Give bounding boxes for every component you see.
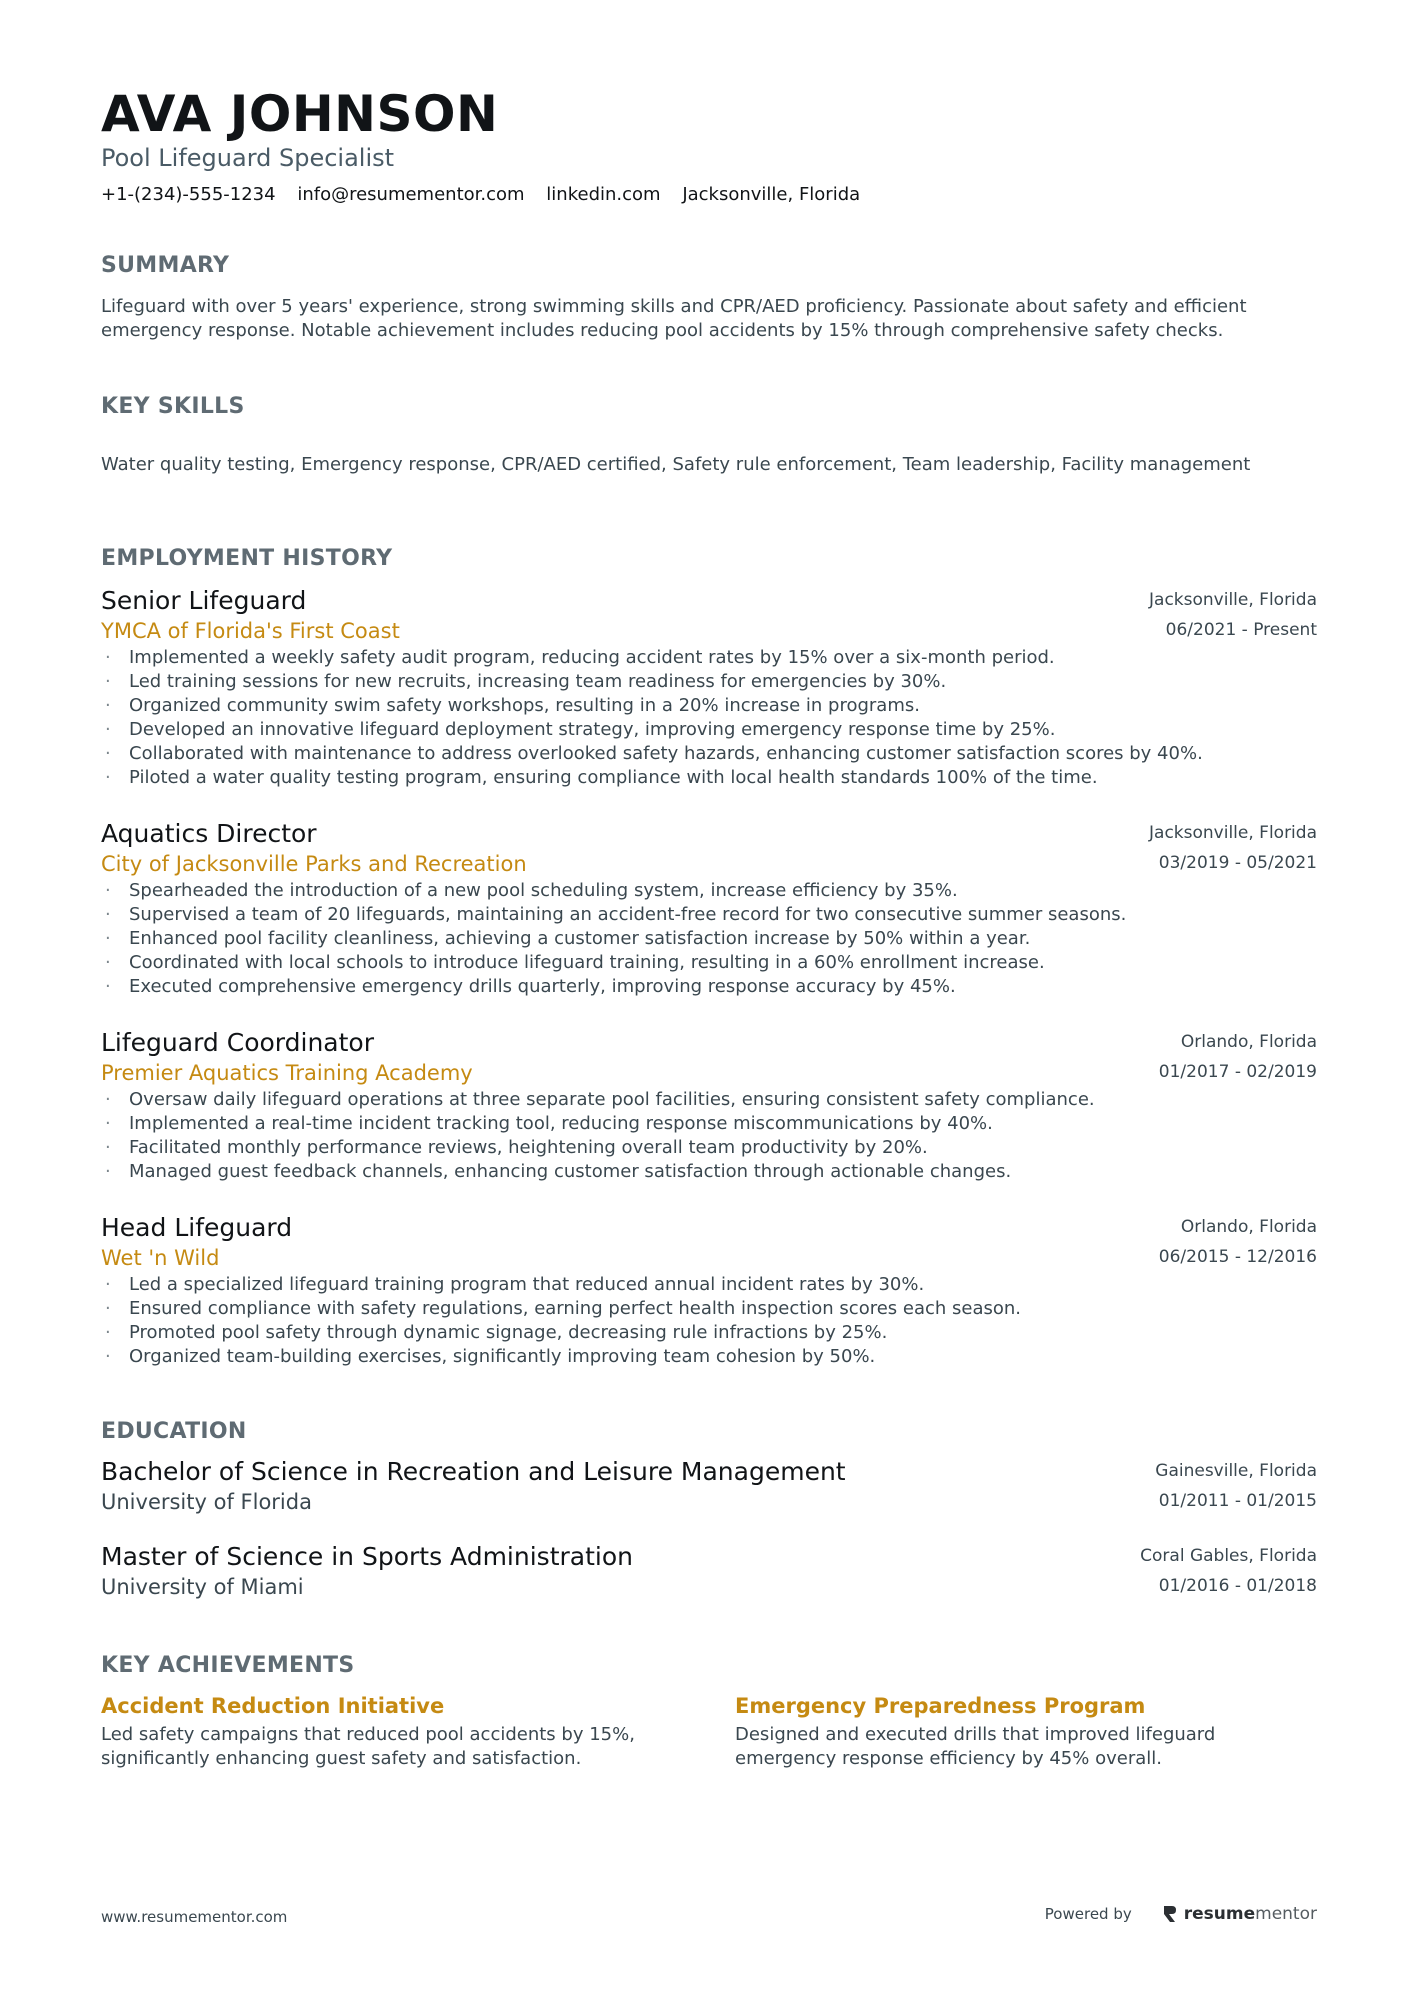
bullet-item: · Piloted a water quality testing program, ensuring compliance with local health standards 100% of the time. — [105, 767, 1098, 788]
job-title: Head Lifeguard — [101, 1213, 293, 1242]
job-entry — [101, 1027, 1317, 1184]
job-company: City of Jacksonville Parks and Recreation — [101, 852, 527, 876]
linkedin-link[interactable]: linkedin.com — [546, 184, 661, 205]
bullet-item: · Oversaw daily lifeguard operations at three separate pool facilities, ensuring consistent safety compliance. — [105, 1089, 1095, 1110]
skills-text: Water quality testing, Emergency response, CPR/AED certified, Safety rule enforcement, Team leadership, Facility management — [101, 454, 1251, 475]
education-meta — [1140, 1541, 1317, 1601]
logo-text-bold: resume — [1183, 1904, 1256, 1924]
candidate-title: Pool Lifeguard Specialist — [101, 144, 395, 172]
bullet-item: · Developed an innovative lifeguard deployment strategy, improving emergency response time by 25%. — [105, 719, 1056, 740]
job-meta — [1159, 1212, 1317, 1272]
bullet-item: · Implemented a real-time incident tracking tool, reducing response miscommunications by 40%. — [105, 1113, 993, 1134]
job-title: Senior Lifeguard — [101, 586, 307, 615]
email-link[interactable]: info@resumementor.com — [297, 184, 525, 205]
job-meta — [1149, 818, 1317, 878]
job-bullets — [101, 646, 1317, 790]
bullet-item: · Led a specialized lifeguard training program that reduced annual incident rates by 30%. — [105, 1274, 925, 1295]
achievements-heading: KEY ACHIEVEMENTS — [101, 1653, 355, 1678]
bullet-item: · Led training sessions for new recruits, increasing team readiness for emergencies by 30%. — [105, 671, 947, 692]
job-location: Jacksonville, Florida — [1149, 823, 1317, 843]
job-bullets — [101, 879, 1317, 999]
achievement-item — [735, 1692, 1295, 1771]
achievement-desc: Led safety campaigns that reduced pool accidents by 15%, significantly enhancing guest safety and satisfaction. — [101, 1724, 635, 1769]
bullet-item: · Executed comprehensive emergency drills quarterly, improving response accuracy by 45%. — [105, 976, 956, 997]
job-entry — [101, 585, 1317, 790]
summary-text: Lifeguard with over 5 years' experience, strong swimming skills and CPR/AED proficiency. Passionate about safety and efficient emergency response. Notable achievement includes reducing pool accidents by 15% through comprehensive safety checks. — [101, 296, 1247, 341]
footer-brand — [1045, 1904, 1317, 1924]
achievement-item — [101, 1692, 661, 1771]
job-location: Orlando, Florida — [1180, 1032, 1317, 1052]
phone-text: +1-(234)-555-1234 — [101, 184, 276, 205]
bullet-item: · Collaborated with maintenance to address overlooked safety hazards, enhancing customer satisfaction scores by 40%. — [105, 743, 1203, 764]
degree-title: Bachelor of Science in Recreation and Leisure Management — [101, 1457, 846, 1486]
education-location: Coral Gables, Florida — [1140, 1546, 1317, 1566]
bullet-item: · Enhanced pool facility cleanliness, achieving a customer satisfaction increase by 50% within a year. — [105, 928, 1031, 949]
education-entry — [101, 1541, 1317, 1601]
achievement-title: Emergency Preparedness Program — [735, 1694, 1146, 1718]
bullet-item: · Ensured compliance with safety regulations, earning perfect health inspection scores each season. — [105, 1298, 1022, 1319]
job-company: YMCA of Florida's First Coast — [101, 619, 400, 643]
job-company: Premier Aquatics Training Academy — [101, 1061, 473, 1085]
job-title: Aquatics Director — [101, 819, 317, 848]
education-location: Gainesville, Florida — [1155, 1461, 1317, 1481]
skills-heading: KEY SKILLS — [101, 394, 245, 419]
footer-website-link[interactable]: www.resumementor.com — [101, 1908, 288, 1926]
education-meta — [1155, 1456, 1317, 1516]
job-dates: 06/2021 - Present — [1165, 620, 1317, 640]
bullet-item: · Supervised a team of 20 lifeguards, maintaining an accident-free record for two consecutive summer seasons. — [105, 904, 1127, 925]
job-bullets — [101, 1273, 1317, 1369]
education-entry — [101, 1456, 1317, 1516]
bullet-item: · Coordinated with local schools to introduce lifeguard training, resulting in a 60% enrollment increase. — [105, 952, 1045, 973]
job-company: Wet 'n Wild — [101, 1246, 220, 1270]
bullet-item: · Spearheaded the introduction of a new pool scheduling system, increase efficiency by 35%. — [105, 880, 958, 901]
bullet-item: · Organized team-building exercises, significantly improving team cohesion by 50%. — [105, 1346, 876, 1367]
education-dates: 01/2011 - 01/2015 — [1158, 1491, 1317, 1511]
resumementor-logo[interactable] — [1162, 1904, 1317, 1924]
bullet-item: · Implemented a weekly safety audit program, reducing accident rates by 15% over a six-month period. — [105, 647, 1055, 668]
degree-title: Master of Science in Sports Administration — [101, 1542, 633, 1571]
bullet-item: · Organized community swim safety workshops, resulting in a 20% increase in programs. — [105, 695, 920, 716]
resumementor-logo-icon — [1162, 1904, 1178, 1924]
job-dates: 03/2019 - 05/2021 — [1158, 853, 1317, 873]
bullet-item: · Facilitated monthly performance reviews, heightening overall team productivity by 20%. — [105, 1137, 928, 1158]
job-location: Orlando, Florida — [1180, 1217, 1317, 1237]
powered-by-text: Powered by — [1044, 1905, 1132, 1923]
education-heading: EDUCATION — [101, 1419, 247, 1444]
job-location: Jacksonville, Florida — [1149, 590, 1317, 610]
contact-line — [101, 183, 876, 207]
job-dates: 01/2017 - 02/2019 — [1158, 1062, 1317, 1082]
school-name: University of Florida — [101, 1490, 312, 1514]
job-bullets — [101, 1088, 1317, 1184]
job-entry — [101, 818, 1317, 999]
school-name: University of Miami — [101, 1575, 304, 1599]
job-entry — [101, 1212, 1317, 1369]
education-dates: 01/2016 - 01/2018 — [1158, 1576, 1317, 1596]
job-dates: 06/2015 - 12/2016 — [1158, 1247, 1317, 1267]
summary-heading: SUMMARY — [101, 253, 230, 278]
bullet-item: · Promoted pool safety through dynamic signage, decreasing rule infractions by 25%. — [105, 1322, 888, 1343]
job-meta — [1159, 1027, 1317, 1087]
candidate-name: AVA JOHNSON — [101, 85, 499, 143]
bullet-item: · Managed guest feedback channels, enhancing customer satisfaction through actionable changes. — [105, 1161, 1012, 1182]
job-meta — [1149, 585, 1317, 645]
job-title: Lifeguard Coordinator — [101, 1028, 374, 1057]
achievement-desc: Designed and executed drills that improved lifeguard emergency response efficiency by 45% overall. — [735, 1724, 1216, 1769]
location-text: Jacksonville, Florida — [682, 184, 861, 205]
logo-text-light: mentor — [1255, 1904, 1317, 1924]
employment-heading: EMPLOYMENT HISTORY — [101, 546, 393, 571]
achievement-title: Accident Reduction Initiative — [101, 1694, 445, 1718]
